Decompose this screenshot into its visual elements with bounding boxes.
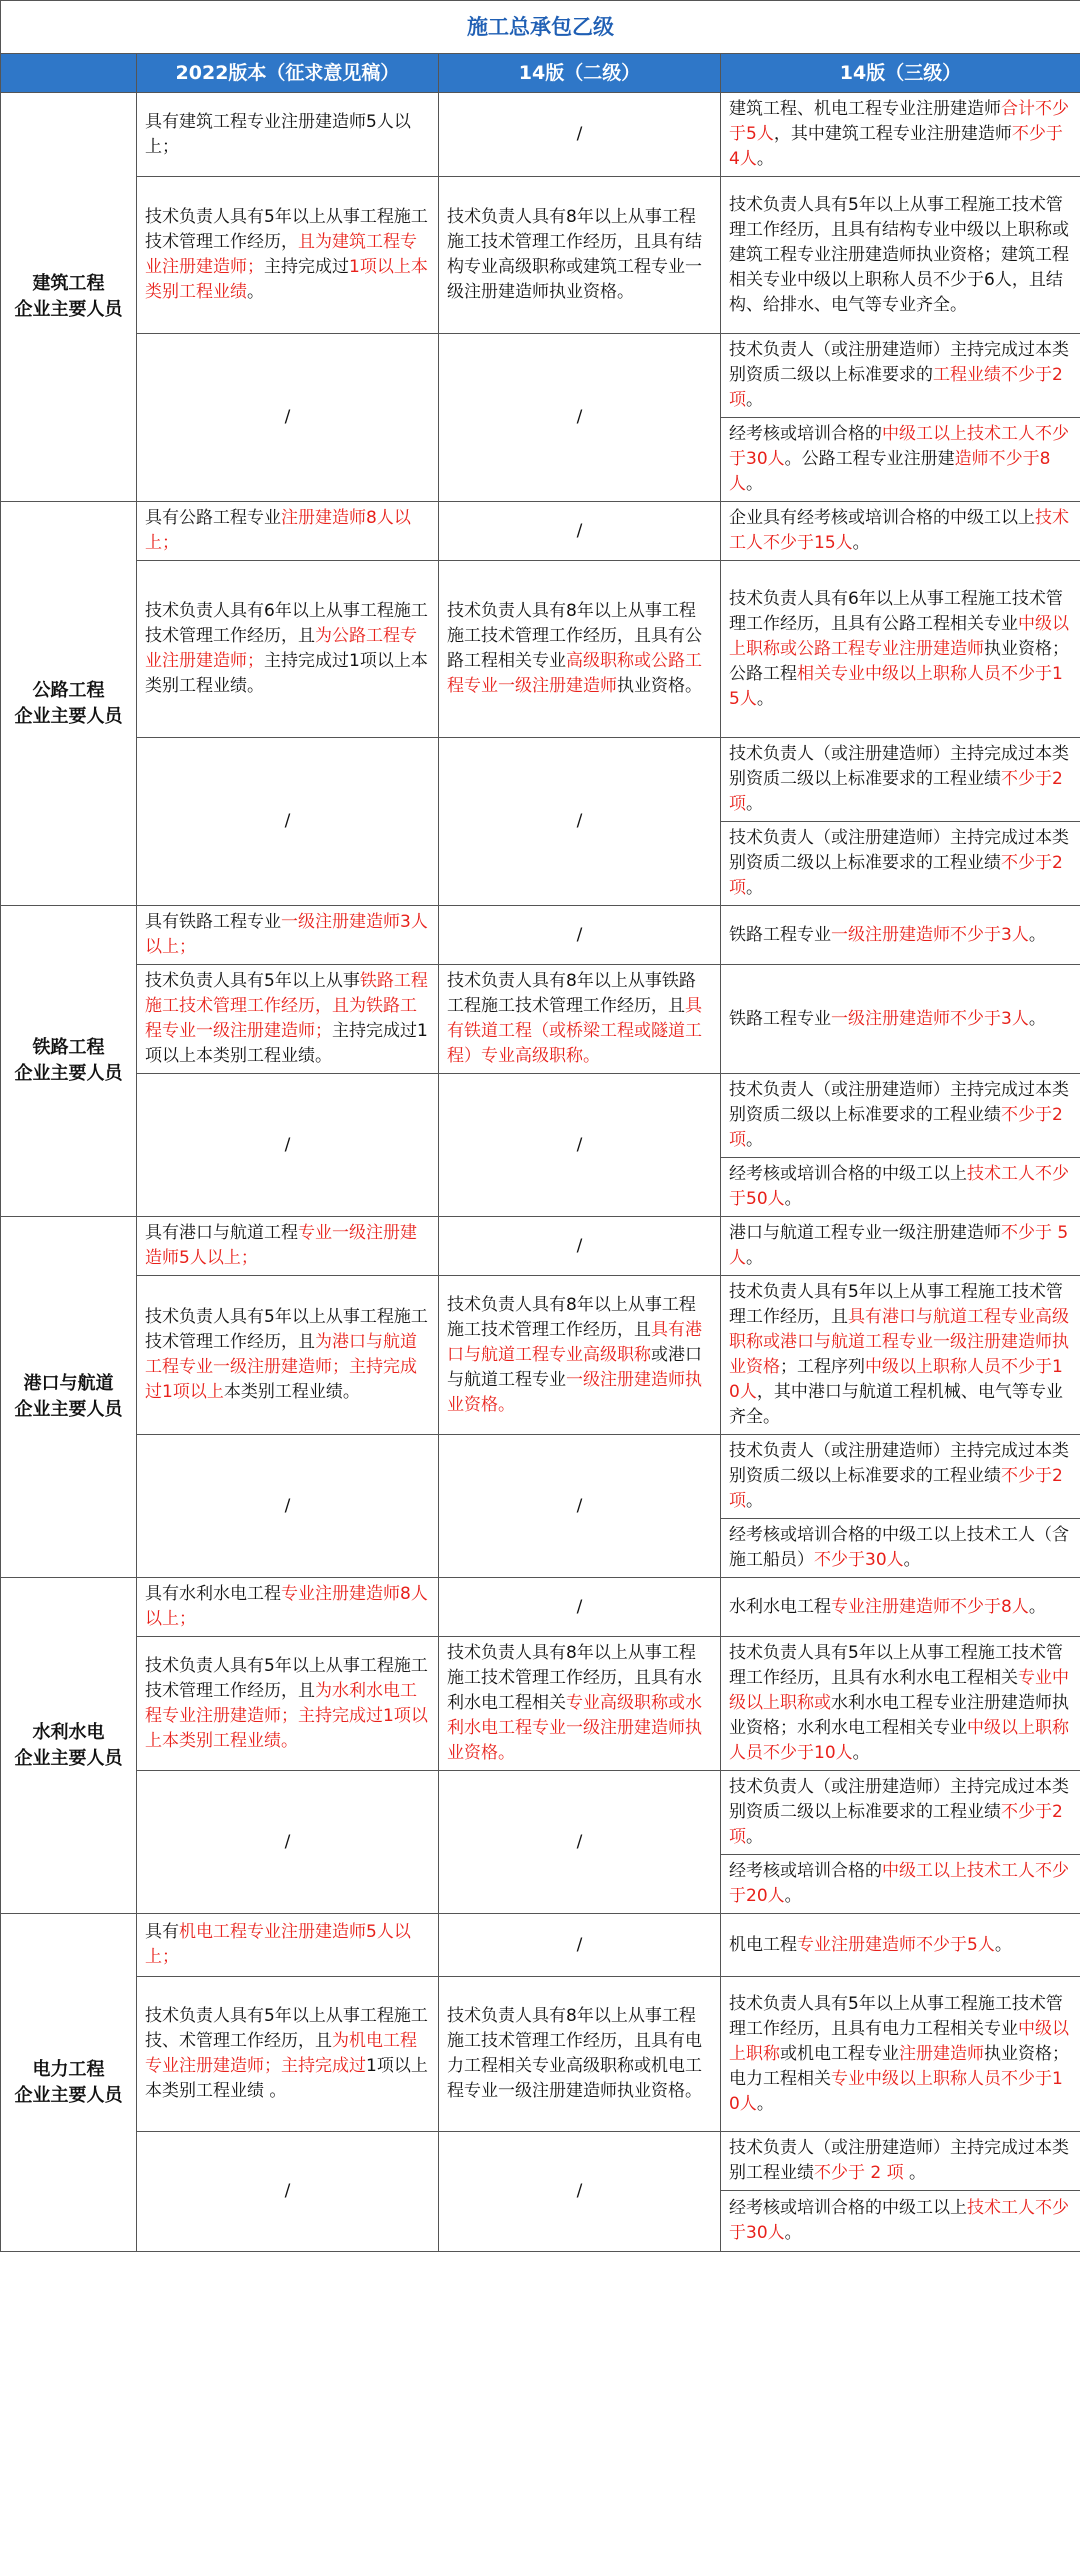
text-segment: 技术负责人具有5年以上从事工程施工技、术管理工作经历，且 [145, 2006, 428, 2051]
section-row [1, 177, 1080, 334]
cell-2022-registered [137, 1914, 439, 1977]
text-segment: 一级注册建造师不少于3人 [831, 924, 1029, 945]
text-segment: 高级职称或公路工程专业一级注册建造师 [447, 651, 702, 696]
text-segment: 具有建筑工程专业注册建造师5人以上； [145, 111, 411, 157]
header-14-level-3: 14版（三级） [721, 54, 1080, 93]
section-row [1, 1217, 1080, 1276]
text-segment: 技术负责人具有5年以上从事工程施工技术管理工作经历，且 [145, 1655, 428, 1701]
text-segment: 。 [903, 2163, 927, 2183]
text-segment: 。 [746, 1248, 763, 1268]
section-row [1, 1074, 1080, 1158]
section-row [1, 561, 1080, 738]
text-segment: 具有 [145, 1922, 179, 1942]
cell-14-level2-technical-lead [439, 1977, 721, 2132]
cell-14-level2-workers: / [439, 1074, 721, 1217]
header-row [1, 54, 1080, 93]
text-segment: 不少于2项 [729, 853, 1063, 898]
text-segment: 中级以上职称或公路工程专业注册建造师 [729, 613, 1069, 659]
text-segment: ，其中港口与航道工程机械、电气等专业齐全。 [729, 1382, 1063, 1427]
text-segment: 技术负责人（或注册建造师）主持完成过本类别资质二级以上标准要求的工程业绩 [729, 1080, 1069, 1125]
cell-14-level3-workers [721, 418, 1080, 502]
text-segment: 为水利水电工程专业注册建造师；主持完成过1项以上本类别工程业绩。 [145, 1680, 428, 1751]
text-segment: 不少于2项 [729, 1105, 1063, 1150]
text-segment: 技术负责人具有5年以上从事工程施工技术管理工作经历，且具有电力工程相关专业 [729, 1993, 1063, 2039]
text-segment: 经考核或培训合格的中级工以上技术工人（含施工船员） [729, 1525, 1069, 1570]
cell-14-level3-workers [721, 2191, 1080, 2252]
cell-14-level3-workers [721, 1855, 1080, 1914]
cell-14-level3-technical-lead [721, 177, 1080, 334]
text-segment: 为公路工程专业注册建造师； [145, 626, 417, 671]
text-segment: 技术负责人（或注册建造师）主持完成过本类别资质二级以上标准要求的工程业绩 [729, 1777, 1069, 1822]
text-segment: 机电工程专业注册建造师5人以上； [145, 1922, 411, 1967]
cell-14-level3-technical-lead [721, 1977, 1080, 2132]
text-segment: 建筑工程、机电工程专业注册建造师 [729, 99, 1001, 119]
text-segment: 。 [852, 533, 870, 553]
section-row [1, 1637, 1080, 1771]
text-segment: 。 [852, 1743, 870, 1763]
cell-14-level2-workers: / [439, 2132, 721, 2252]
text-segment: 为港口与航道工程专业一级注册建造师；主持完成过1项以上 [145, 1332, 417, 1402]
text-segment: 。 [756, 149, 774, 169]
cell-14-level2-registered: / [439, 1217, 721, 1276]
cell-14-level3-registered [721, 906, 1080, 965]
text-segment: 专业中级以上职称人员不少于10人 [729, 2068, 1063, 2114]
text-segment: 具有港口与航道工程 [145, 1223, 298, 1243]
cell-2022-workers: / [137, 1435, 439, 1578]
text-segment: 技术负责人（或注册建造师）主持完成过本类别资质二级以上标准要求的工程业绩 [729, 828, 1069, 873]
text-segment: 中级工以上技术工人不少于30人 [729, 424, 1069, 469]
text-segment: 技术负责人具有8年以上从事铁路工程施工技术管理工作经历，且 [447, 971, 696, 1016]
text-segment: 不少于2项 [729, 769, 1063, 814]
section-row [1, 2132, 1080, 2191]
text-segment: 具有铁路工程专业 [145, 912, 281, 932]
text-segment: 本类别工程业绩。 [223, 1382, 360, 1402]
text-segment: 。 [746, 1827, 763, 1847]
text-segment: 中级以上职称 [729, 2018, 1069, 2064]
text-segment: 专业中级以上职称或 [729, 1668, 1069, 1713]
text-segment: 技术负责人具有5年以上从事工程施工技术管理工作经历，且具有结构专业中级以上职称或建筑工程专业注册建造师执业资格；建筑工程相关专业中级以上职称人员不少于6人，且结构、给排水、电气等专业齐全。 [729, 194, 1069, 315]
text-segment: 一级注册建造师3人以上； [145, 912, 428, 957]
text-segment: 1项以上本类别工程业绩 [145, 257, 428, 302]
cell-14-level3-performance [721, 334, 1080, 418]
cell-14-level2-workers: / [439, 334, 721, 502]
text-segment: 。 [784, 1886, 802, 1906]
cell-2022-technical-lead [137, 561, 439, 738]
text-segment: 。 [746, 390, 763, 410]
text-segment: 一级注册建造师不少于3人 [831, 1008, 1029, 1029]
category-label: 铁路工程 企业主要人员 [1, 906, 137, 1217]
cell-2022-workers: / [137, 1074, 439, 1217]
section-row [1, 334, 1080, 418]
text-segment: 。 [903, 1550, 921, 1570]
text-segment: 技术负责人具有5年以上从事工程施工技术管理工作经历，且 [729, 1282, 1063, 1327]
text-segment: ；工程序列 [780, 1357, 865, 1377]
text-segment: 。 [756, 2093, 774, 2114]
text-segment: 企业具有经考核或培训合格的中级工以上 [729, 508, 1035, 528]
cell-14-level2-workers: / [439, 1435, 721, 1578]
cell-14-level3-registered [721, 93, 1080, 177]
text-segment: 。 [746, 1130, 763, 1150]
cell-14-level3-workers [721, 822, 1080, 906]
text-segment: 水利水电工程专业注册建造师执业资格；水利水电工程相关专业 [729, 1693, 1069, 1738]
section-row [1, 906, 1080, 965]
text-segment: 造师不少于8人 [729, 449, 1051, 494]
text-segment: 水利水电工程 [729, 1596, 831, 1617]
category-label: 水利水电 企业主要人员 [1, 1578, 137, 1914]
category-label: 公路工程 企业主要人员 [1, 502, 137, 906]
section-row [1, 93, 1080, 177]
text-segment: 。 [247, 282, 264, 302]
text-segment: 专业注册建造师不少于8人 [831, 1596, 1029, 1617]
text-segment: 合计不少于5人 [729, 99, 1069, 144]
cell-14-level3-workers [721, 1519, 1080, 1578]
text-segment: 注册建造师 [899, 2043, 984, 2064]
cell-14-level3-performance [721, 1074, 1080, 1158]
text-segment: 。 [1028, 1596, 1046, 1617]
text-segment: 或港口与航道工程专业 [447, 1344, 702, 1390]
section-row [1, 502, 1080, 561]
cell-14-level2-technical-lead [439, 561, 721, 738]
title-row [1, 1, 1080, 54]
cell-14-level2-workers: / [439, 738, 721, 906]
text-segment: 注册建造师8人以上； [145, 508, 411, 553]
text-segment: 专业一级注册建造师5人以上； [145, 1223, 417, 1268]
text-segment: 不少于4人 [729, 124, 1063, 169]
text-segment: 专业注册建造师8人以上； [145, 1584, 428, 1629]
text-segment: 技术负责人（或注册建造师）主持完成过本类别资质二级以上标准要求的 [729, 340, 1069, 385]
text-segment: 主持完成过 [264, 257, 349, 277]
text-segment: 铁路工程专业 [729, 924, 831, 945]
cell-2022-registered [137, 502, 439, 561]
section-row [1, 1977, 1080, 2132]
cell-2022-workers: / [137, 1771, 439, 1914]
text-segment: 不少于30人 [814, 1550, 904, 1570]
text-segment: 技术负责人具有8年以上从事工程施工技术管理工作经历，且具有水利水电工程相关 [447, 1643, 702, 1713]
cell-2022-workers: / [137, 2132, 439, 2252]
text-segment: 主持完成过1项以上本类别工程业绩。 [145, 1021, 428, 1066]
text-segment: 经考核或培训合格的中级工以上 [729, 1164, 967, 1184]
cell-2022-registered [137, 1217, 439, 1276]
text-segment: 执业资格。 [617, 676, 702, 696]
text-segment: 技术负责人（或注册建造师）主持完成过本类别资质二级以上标准要求的工程业绩 [729, 744, 1069, 789]
cell-14-level3-registered [721, 1578, 1080, 1637]
section-row [1, 1435, 1080, 1519]
text-segment: 中级以上职称人员不少于10人 [729, 1357, 1063, 1402]
section-row [1, 965, 1080, 1074]
text-segment: 相关专业中级以上职称人员不少于15人 [729, 663, 1063, 709]
text-segment: 技术负责人具有6年以上从事工程施工技术管理工作经历，且具有公路工程相关专业 [729, 588, 1063, 634]
cell-14-level3-performance [721, 1771, 1080, 1855]
cell-14-level2-registered: / [439, 502, 721, 561]
cell-14-level2-registered: / [439, 1578, 721, 1637]
text-segment: 。 [1028, 1008, 1046, 1029]
text-segment: 。 [1028, 924, 1046, 945]
section-row [1, 1276, 1080, 1435]
text-segment: 技术负责人（或注册建造师）主持完成过本类别资质二级以上标准要求的工程业绩 [729, 1441, 1069, 1486]
text-segment: ，其中建筑工程专业注册建造师 [773, 124, 1012, 144]
text-segment: 铁路工程施工技术管理工作经历，且为铁路工程专业一级注册建造师； [145, 971, 428, 1041]
text-segment: 技术工人不少于15人 [729, 508, 1069, 553]
cell-2022-registered [137, 906, 439, 965]
text-segment: 具有港口与航道工程专业高级职称或港口与航道工程专业一级注册建造师执业资格 [729, 1307, 1069, 1377]
table-body [1, 1, 1080, 2252]
text-segment: 1项以上本类别工程业绩 。 [145, 2056, 428, 2101]
cell-14-level2-technical-lead [439, 1637, 721, 1771]
header-14-level-2: 14版（二级） [439, 54, 721, 93]
category-label: 电力工程 企业主要人员 [1, 1914, 137, 2252]
text-segment: 具有水利水电工程 [145, 1584, 281, 1604]
text-segment: 一级注册建造师执业资格。 [447, 1369, 702, 1415]
cell-2022-technical-lead [137, 1977, 439, 2132]
text-segment: 且为建筑工程专业注册建造师； [145, 232, 417, 277]
text-segment: 执业资格；公路工程 [729, 638, 1069, 684]
cell-2022-technical-lead [137, 177, 439, 334]
text-segment: 不少于 5 人 [729, 1223, 1069, 1268]
cell-14-level3-technical-lead [721, 1276, 1080, 1435]
cell-14-level3-technical-lead [721, 561, 1080, 738]
text-segment: 具有港口与航道工程专业高级职称 [447, 1319, 702, 1365]
cell-14-level3-technical-lead [721, 965, 1080, 1074]
text-segment: 经考核或培训合格的中级工以上 [729, 2198, 967, 2218]
section-row [1, 1914, 1080, 1977]
cell-14-level3-performance [721, 2132, 1080, 2191]
text-segment: 专业高级职称或水利水电工程专业一级注册建造师执业资格。 [447, 1693, 702, 1763]
header-category [1, 54, 137, 93]
text-segment: 机电工程 [729, 1934, 797, 1955]
cell-14-level2-technical-lead [439, 1276, 721, 1435]
cell-2022-technical-lead [137, 965, 439, 1074]
cell-14-level2-registered: / [439, 906, 721, 965]
text-segment: 技术负责人具有8年以上从事工程施工技术管理工作经历，且具有电力工程相关专业高级职称或机电工程专业一级注册建造师执业资格。 [447, 2006, 702, 2101]
cell-14-level2-registered: / [439, 93, 721, 177]
text-segment: 技术工人不少于50人 [729, 1164, 1069, 1209]
header-2022-version: 2022版本（征求意见稿） [137, 54, 439, 93]
category-label: 港口与航道 企业主要人员 [1, 1217, 137, 1578]
cell-2022-technical-lead [137, 1276, 439, 1435]
text-segment: 技术负责人具有8年以上从事工程施工技术管理工作经历，且 [447, 1294, 696, 1340]
text-segment: 技术负责人具有8年以上从事工程施工技术管理工作经历，且具有公路工程相关专业 [447, 601, 702, 671]
text-segment: 执业资格；电力工程相关 [729, 2043, 1069, 2089]
text-segment: 。 [746, 794, 763, 814]
text-segment: 不少于 2 项 [814, 2163, 904, 2183]
text-segment: 技术负责人具有5年以上从事 [145, 971, 360, 991]
text-segment: 主持完成过1项以上本类别工程业绩。 [145, 651, 428, 696]
text-segment: 技术负责人具有5年以上从事工程施工技术管理工作经历，且 [145, 1307, 428, 1352]
text-segment: 。 [746, 1491, 763, 1511]
cell-2022-registered [137, 93, 439, 177]
cell-2022-workers: / [137, 334, 439, 502]
text-segment: 。公路工程专业注册建 [784, 449, 955, 469]
cell-2022-registered [137, 1578, 439, 1637]
text-segment: 中级工以上技术工人不少于20人 [729, 1861, 1069, 1906]
text-segment: 经考核或培训合格的 [729, 424, 882, 444]
text-segment: 。 [756, 688, 774, 709]
text-segment: 经考核或培训合格的 [729, 1861, 882, 1881]
text-segment: 技术负责人具有5年以上从事工程施工技术管理工作经历， [145, 207, 428, 252]
cell-14-level3-performance [721, 1435, 1080, 1519]
text-segment: 港口与航道工程专业一级注册建造师 [729, 1223, 1001, 1243]
text-segment: 专业注册建造师不少于5人 [797, 1934, 995, 1955]
cell-14-level3-registered [721, 1914, 1080, 1977]
text-segment: 技术负责人具有8年以上从事工程施工技术管理工作经历，且具有结构专业高级职称或建筑工程专业一级注册建造师执业资格。 [447, 207, 702, 302]
text-segment: 技术负责人（或注册建造师）主持完成过本类别工程业绩 [729, 2138, 1069, 2183]
text-segment: 。 [994, 1934, 1012, 1955]
text-segment: 或机电工程专业 [780, 2043, 899, 2064]
cell-14-level3-workers [721, 1158, 1080, 1217]
cell-14-level2-workers: / [439, 1771, 721, 1914]
page-title: 施工总承包乙级 [1, 1, 1080, 54]
cell-14-level3-performance [721, 738, 1080, 822]
section-row [1, 1771, 1080, 1855]
cell-14-level2-technical-lead [439, 965, 721, 1074]
text-segment: 铁路工程专业 [729, 1008, 831, 1029]
text-segment: 不少于2项 [729, 1802, 1063, 1847]
text-segment: 。 [784, 2223, 802, 2243]
text-segment: 技术工人不少于30人 [729, 2198, 1069, 2243]
cell-14-level2-technical-lead [439, 177, 721, 334]
cell-2022-workers: / [137, 738, 439, 906]
text-segment: 具有铁道工程（或桥梁工程或隧道工程）专业高级职称。 [447, 996, 702, 1066]
text-segment: 。 [784, 1189, 802, 1209]
text-segment: 。 [746, 878, 763, 898]
cell-14-level3-technical-lead [721, 1637, 1080, 1771]
cell-14-level3-registered [721, 1217, 1080, 1276]
text-segment: 具有公路工程专业 [145, 508, 281, 528]
cell-14-level3-registered [721, 502, 1080, 561]
section-row [1, 738, 1080, 822]
text-segment: 技术负责人具有5年以上从事工程施工技术管理工作经历，且具有水利水电工程相关 [729, 1643, 1063, 1688]
text-segment: 为机电工程专业注册建造师；主持完成过 [145, 2031, 417, 2076]
text-segment: 不少于2项 [729, 1466, 1063, 1511]
text-segment: 技术负责人具有6年以上从事工程施工技术管理工作经历，且 [145, 601, 428, 646]
section-row [1, 1578, 1080, 1637]
cell-2022-technical-lead [137, 1637, 439, 1771]
text-segment: 中级以上职称人员不少于10人 [729, 1718, 1069, 1763]
text-segment: 工程业绩不少于2项 [729, 365, 1063, 410]
cell-14-level2-registered: / [439, 1914, 721, 1977]
text-segment: 。 [746, 474, 763, 494]
category-label: 建筑工程 企业主要人员 [1, 93, 137, 502]
